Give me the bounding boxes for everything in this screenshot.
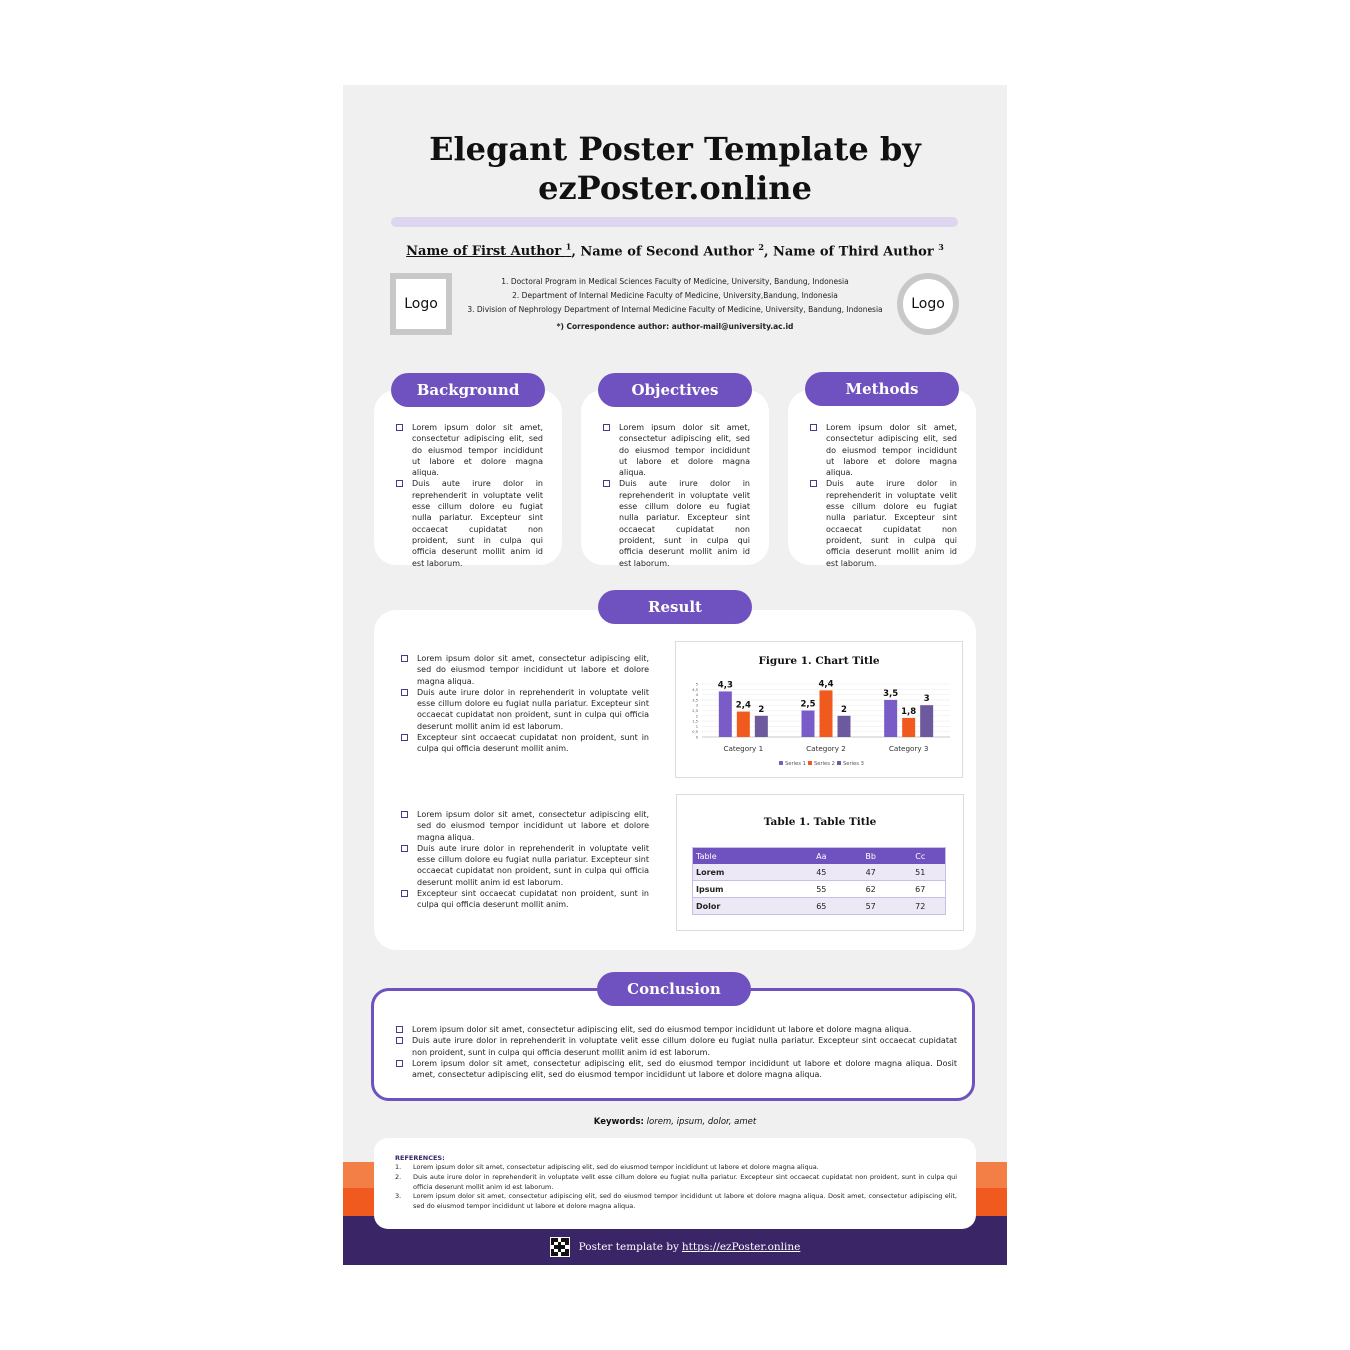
list-item: Duis aute irure dolor in reprehenderit in voluptate velit esse cillum dolore eu fugiat nulla pariatur. Excepteur sint occaecat cupidatat non proident, sunt in culpa qui officia deserunt mollit anim id est laborum. [601,478,750,568]
reference-item [395,1192,957,1212]
chart-bar [920,705,933,737]
chart-title: Figure 1. Chart Title [758,655,880,667]
footer-link[interactable]: https://ezPoster.online [681,1241,801,1253]
affiliation-2: 2. Department of Internal Medicine Faculty of Medicine, University,Bandung, Indonesia [512,291,838,300]
table-cell: 45 [797,864,846,881]
chart-y-tick-label: 4 [695,693,698,698]
chart-data-label: 3,5 [883,688,899,699]
chart-y-tick-label: 1,5 [692,719,698,724]
chart-y-tick-label: 2,5 [692,709,698,713]
table-cell: 57 [846,898,896,915]
conclusion-heading: Conclusion [597,972,751,1006]
result-bullets-bottom [399,809,649,911]
qr-code-icon [550,1237,570,1257]
methods-heading: Methods [805,372,959,406]
chart-y-tick-label: 5 [695,682,698,687]
poster-title [343,130,1007,208]
list-item: Excepteur sint occaecat cupidatat non proident, sunt in culpa qui officia deserunt mollit anim. [399,732,649,755]
methods-card [788,390,976,568]
keywords [343,1117,1007,1127]
list-item: Lorem ipsum dolor sit amet, consectetur adipiscing elit, sed do eiusmod tempor incididunt ut labore et dolore magna aliqua. [601,422,750,478]
objectives-heading: Objectives [598,373,752,407]
reference-item [395,1173,957,1193]
table-row [693,898,946,915]
list-item: Lorem ipsum dolor sit amet, consectetur adipiscing elit, sed do eiusmod tempor incididunt ut labore et dolore magna aliqua. [399,653,649,687]
background-bullets [394,422,543,569]
chart-bar [737,712,750,737]
table-cell: 65 [797,898,846,915]
chart-y-tick-label: 1 [695,724,698,729]
list-item: Duis aute irure dolor in reprehenderit in voluptate velit esse cillum dolore eu fugiat nulla pariatur. Excepteur sint occaecat cupidatat non proident, sunt in culpa qui officia deserunt mollit anim id est laborum. [394,1035,957,1058]
affiliation-3: 3. Division of Nephrology Department of Internal Medicine Faculty of Medicine, University, Bandung, Indonesia [467,305,883,314]
table-cell: Dolor [693,898,797,915]
keywords-value: lorem, ipsum, dolor, amet [643,1117,757,1127]
chart-data-label: 3 [923,694,930,705]
result-card [374,610,976,950]
figure-box [675,641,963,778]
chart-x-tick-label: Category 2 [806,744,846,753]
list-item: Excepteur sint occaecat cupidatat non proident, sunt in culpa qui officia deserunt mollit anim. [399,888,649,911]
chart-y-tick-label: 4,5 [692,687,698,692]
reference-text: Lorem ipsum dolor sit amet, consectetur adipiscing elit, sed do eiusmod tempor incididunt ut labore et dolore magna aliqua. Dosit amet, consectetur adipiscing elit, sed do eiusmod tempor incididunt ut labore et dolore magna aliqua. [413,1192,957,1211]
chart-y-tick-label: 0 [695,735,698,740]
reference-item [395,1163,957,1173]
poster-title-line2: ezPoster.online [538,169,812,207]
data-table [692,847,946,915]
list-item: Duis aute irure dolor in reprehenderit in voluptate velit esse cillum dolore eu fugiat nulla pariatur. Excepteur sint occaecat cupidatat non proident, sunt in culpa qui officia deserunt mollit anim id est laborum. [399,843,649,888]
footer-text: Poster template by [578,1241,679,1253]
references-list [395,1163,957,1212]
reference-number: 3. [395,1192,402,1201]
chart-bar [820,690,833,737]
background-card [374,390,562,568]
chart-data-label: 2,4 [735,700,751,711]
affiliations [463,275,887,334]
objectives-card [581,390,769,568]
logo-left: Logo [390,273,452,335]
result-heading: Result [598,590,752,624]
chart-data-label: 2 [758,704,765,715]
third-author-name: , Name of Third Author [763,244,939,260]
footer [343,1237,1007,1257]
chart-bar [755,716,768,737]
table-box [676,794,964,931]
poster-title-line1: Elegant Poster Template by [429,130,921,168]
list-item: Lorem ipsum dolor sit amet, consectetur adipiscing elit, sed do eiusmod tempor incididunt ut labore et dolore magna aliqua. [808,422,957,478]
references-card [374,1138,976,1229]
chart-y-tick-label: 3 [695,703,698,708]
first-author-sup: 1 [565,242,572,252]
poster [343,85,1007,1265]
table-cell: 55 [797,881,846,898]
list-item: Duis aute irure dolor in reprehenderit in voluptate velit esse cillum dolore eu fugiat nulla pariatur. Excepteur sint occaecat cupidatat non proident, sunt in culpa qui officia deserunt mollit anim id est laborum. [394,478,543,568]
table-cell: 62 [846,881,896,898]
second-author-sup: 2 [758,242,764,252]
table-cell: 67 [895,881,945,898]
chart-legend-label: Series 2 [814,761,835,767]
title-divider [391,217,958,227]
affiliation-1: 1. Doctoral Program in Medical Sciences Faculty of Medicine, University, Bandung, Indonesia [501,277,849,286]
table-row [693,881,946,898]
list-item: Lorem ipsum dolor sit amet, consectetur adipiscing elit, sed do eiusmod tempor incididunt ut labore et dolore magna aliqua. Dosit amet, consectetur adipiscing elit, sed do eiusmod tempor incididunt ut labore et dolore magna aliqua. [394,1058,957,1081]
list-item: Lorem ipsum dolor sit amet, consectetur adipiscing elit, sed do eiusmod tempor incididunt ut labore et dolore magna aliqua. [394,1024,957,1035]
table-row [693,864,946,881]
chart-legend-swatch [779,761,783,765]
table-cell: Ipsum [693,881,797,898]
reference-number: 2. [395,1172,402,1181]
references-heading: REFERENCES: [395,1154,445,1162]
reference-text: Lorem ipsum dolor sit amet, consectetur adipiscing elit, sed do eiusmod tempor incididunt ut labore et dolore magna aliqua. [413,1163,819,1171]
chart-legend-label: Series 1 [785,761,806,767]
chart-legend-swatch [837,761,841,765]
keywords-label: Keywords: [593,1117,644,1127]
chart-bar [838,716,851,737]
table-cell: 72 [895,898,945,915]
correspondence: *) Correspondence author: author-mail@university.ac.id [556,322,794,331]
methods-bullets [808,422,957,569]
bar-chart [676,642,962,777]
chart-data-label: 2,5 [800,699,816,710]
chart-legend-label: Series 3 [843,761,864,767]
result-bullets-top [399,653,649,755]
chart-y-tick-label: 0,5 [692,730,698,735]
chart-x-tick-label: Category 1 [723,744,764,753]
chart-y-tick-label: 3,5 [692,698,698,703]
table-header-row [693,848,946,865]
chart-data-label: 4,4 [818,679,834,690]
table-title: Table 1. Table Title [763,816,877,828]
list-item: Lorem ipsum dolor sit amet, consectetur adipiscing elit, sed do eiusmod tempor incididunt ut labore et dolore magna aliqua. [394,422,543,478]
author-list [343,242,1007,259]
chart-y-tick-label: 2 [695,714,698,719]
reference-number: 1. [395,1163,402,1171]
chart-bar [902,718,915,737]
chart-bar [719,691,732,737]
list-item: Duis aute irure dolor in reprehenderit in voluptate velit esse cillum dolore eu fugiat nulla pariatur. Excepteur sint occaecat cupidatat non proident, sunt in culpa qui officia deserunt mollit anim id est laborum. [399,687,649,732]
table-header-cell: Table [693,848,797,865]
chart-bar [802,711,815,738]
first-author-name: Name of First Author [406,244,566,260]
chart-data-label: 4,3 [717,680,733,691]
table-header-cell: Aa [797,848,846,865]
chart-bar [884,700,897,737]
logo-right: Logo [897,273,959,335]
table-cell: Lorem [693,864,797,881]
reference-text: Duis aute irure dolor in reprehenderit in voluptate velit esse cillum dolore eu fugiat nulla pariatur. Excepteur sint occaecat cupidatat non proident, sunt in culpa qui officia deserunt mollit anim id est laborum. [413,1172,957,1191]
table-header-cell: Cc [895,848,945,865]
chart-legend-swatch [808,761,812,765]
table-cell: 47 [846,864,896,881]
table-cell: 51 [895,864,945,881]
third-author-sup: 3 [938,242,944,252]
chart-data-label: 2 [841,704,847,715]
chart-data-label: 1,8 [901,706,917,717]
objectives-bullets [601,422,750,569]
first-author [406,244,571,259]
table-header-cell: Bb [846,848,896,865]
conclusion-bullets [394,1024,957,1080]
list-item: Duis aute irure dolor in reprehenderit in voluptate velit esse cillum dolore eu fugiat nulla pariatur. Excepteur sint occaecat cupidatat non proident, sunt in culpa qui officia deserunt mollit anim id est laborum. [808,478,957,568]
list-item: Lorem ipsum dolor sit amet, consectetur adipiscing elit, sed do eiusmod tempor incididunt ut labore et dolore magna aliqua. [399,809,649,843]
background-heading: Background [391,373,545,407]
second-author-name: , Name of Second Author [571,244,759,260]
chart-x-tick-label: Category 3 [888,744,929,753]
